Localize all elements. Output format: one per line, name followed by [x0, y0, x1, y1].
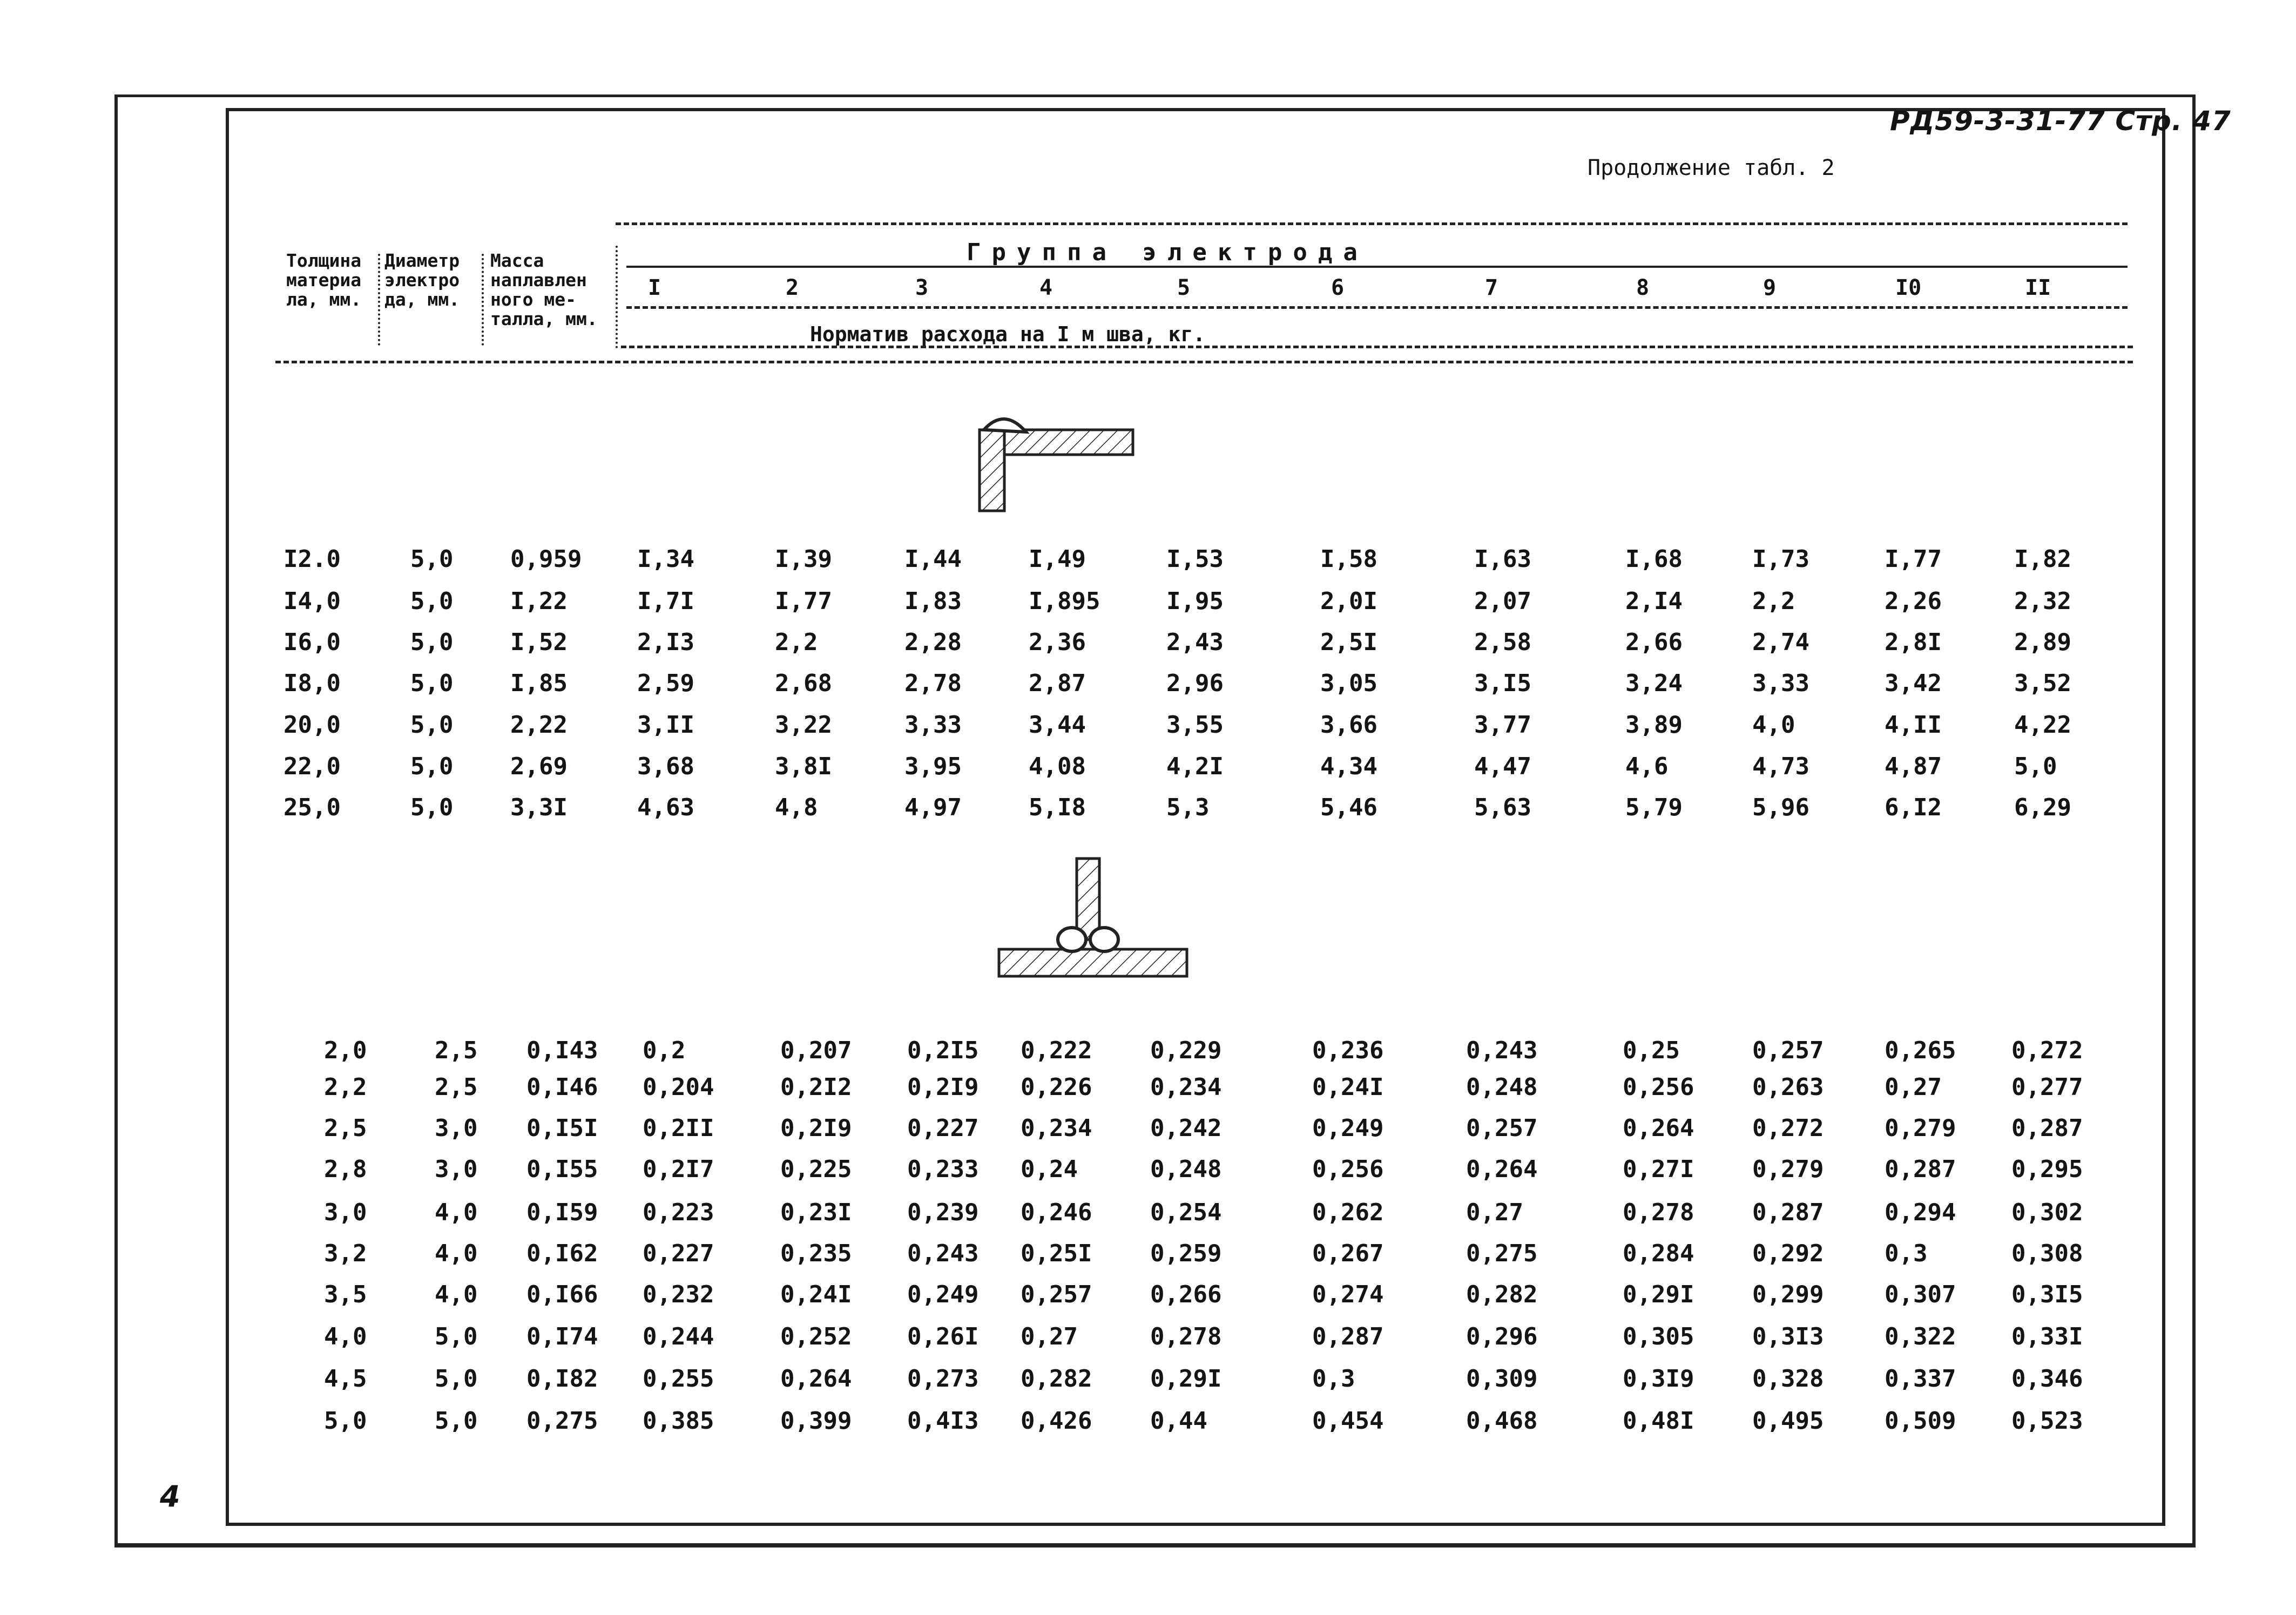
table-cell: 4,63 [637, 794, 694, 821]
table-cell: 5,0 [410, 794, 454, 821]
table-cell: 4,0 [435, 1240, 478, 1267]
group-column-10: I0 [1895, 275, 1922, 300]
table-cell: 3,66 [1320, 711, 1377, 739]
table-cell: 0,385 [643, 1407, 714, 1435]
table-cell: 5,0 [410, 629, 454, 656]
table-cell: 0,254 [1150, 1199, 1222, 1226]
table-cell: 2,74 [1752, 629, 1809, 656]
table-cell: 5,0 [435, 1407, 478, 1435]
table-cell: 0,287 [1312, 1323, 1384, 1350]
table-cell: 3,55 [1166, 711, 1224, 739]
table-cell: 3,8I [775, 753, 832, 780]
table-cell: I,77 [1885, 545, 1942, 573]
table-cell: 4,8 [775, 794, 818, 821]
table-cell: 0,2I7 [643, 1155, 714, 1183]
table-cell: 0,25I [1021, 1240, 1092, 1267]
header-rule-mid [626, 266, 2128, 268]
table-cell: 0,24I [780, 1281, 852, 1308]
table-cell: 22,0 [283, 753, 341, 780]
table-cell: 0,292 [1752, 1240, 1824, 1267]
table-cell: 2,5 [435, 1073, 478, 1101]
table-cell: 0,234 [1021, 1114, 1092, 1142]
table-cell: 0,279 [1885, 1114, 1956, 1142]
table-row [0, 1073, 2296, 1106]
table-cell: 5,0 [410, 711, 454, 739]
table-cell: 0,305 [1623, 1323, 1694, 1350]
table-cell: I4,0 [283, 587, 341, 615]
table-cell: 0,235 [780, 1240, 852, 1267]
table-cell: 0,239 [907, 1199, 979, 1226]
table-cell: 2,43 [1166, 629, 1224, 656]
table-cell: 0,I62 [526, 1240, 598, 1267]
group-column-2: 2 [786, 275, 799, 300]
table-cell: 2,0I [1320, 587, 1377, 615]
table-cell: 2,59 [637, 670, 694, 697]
table-cell: 0,272 [2011, 1037, 2083, 1064]
table-cell: 0,23I [780, 1199, 852, 1226]
table-cell: 0,249 [907, 1281, 979, 1308]
table-cell: 3,95 [904, 753, 962, 780]
table-row [0, 1407, 2296, 1440]
table-cell: 2,I3 [637, 629, 694, 656]
table-cell: 0,309 [1466, 1365, 1538, 1393]
table-cell: 5,63 [1474, 794, 1531, 821]
table-cell: 0,468 [1466, 1407, 1538, 1435]
table-cell: 0,2 [643, 1037, 686, 1064]
table-cell: 5,0 [435, 1365, 478, 1393]
table-cell: 0,279 [1752, 1155, 1824, 1183]
group-column-9: 9 [1763, 275, 1777, 300]
table-cell: 0,I66 [526, 1281, 598, 1308]
table-cell: 0,27 [1885, 1073, 1942, 1101]
table-cell: 6,29 [2014, 794, 2071, 821]
table-cell: 4,87 [1885, 753, 1942, 780]
table-cell: 2,26 [1885, 587, 1942, 615]
table-cell: 3,22 [775, 711, 832, 739]
table-cell: 3,42 [1885, 670, 1942, 697]
table-cell: 3,II [637, 711, 694, 739]
table-cell: 0,267 [1312, 1240, 1384, 1267]
table-cell: 0,284 [1623, 1240, 1694, 1267]
table-cell: 0,264 [1623, 1114, 1694, 1142]
table-cell: I2.0 [283, 545, 341, 573]
table-cell: 0,I59 [526, 1199, 598, 1226]
table-cell: I,49 [1029, 545, 1086, 573]
table-cell: 4,97 [904, 794, 962, 821]
table-cell: 0,252 [780, 1323, 852, 1350]
table-cell: 0,227 [907, 1114, 979, 1142]
table-cell: 0,I46 [526, 1073, 598, 1101]
table-cell: 4,73 [1752, 753, 1809, 780]
table-row [0, 1281, 2296, 1313]
table-cell: 0,262 [1312, 1199, 1384, 1226]
table-cell: 0,4I3 [907, 1407, 979, 1435]
table-cell: I,77 [775, 587, 832, 615]
table-cell: 5,0 [410, 587, 454, 615]
table-cell: 0,346 [2011, 1365, 2083, 1393]
table-cell: I,73 [1752, 545, 1809, 573]
header-rule-sub [626, 306, 2128, 309]
table-cell: 2,78 [904, 670, 962, 697]
table-cell: 2,58 [1474, 629, 1531, 656]
table-cell: I,52 [510, 629, 568, 656]
table-cell: 0,257 [1752, 1037, 1824, 1064]
table-cell: 0,294 [1885, 1199, 1956, 1226]
table-cell: 2,66 [1625, 629, 1683, 656]
table-cell: 0,255 [643, 1365, 714, 1393]
table-cell: 0,2I5 [907, 1037, 979, 1064]
table-cell: 0,207 [780, 1037, 852, 1064]
table-row [0, 1240, 2296, 1272]
table-cell: 0,3I3 [1752, 1323, 1824, 1350]
table-cell: 3,89 [1625, 711, 1683, 739]
table-cell: 0,959 [510, 545, 582, 573]
table-cell: 3,0 [324, 1199, 367, 1226]
table-row [0, 1365, 2296, 1397]
table-cell: 20,0 [283, 711, 341, 739]
table-cell: 2,89 [2014, 629, 2071, 656]
table-cell: 2,5 [324, 1114, 367, 1142]
table-row [0, 1037, 2296, 1069]
table-cell: 2,07 [1474, 587, 1531, 615]
table-cell: 2,0 [324, 1037, 367, 1064]
table-cell: 5,0 [410, 670, 454, 697]
table-cell: 5,I8 [1029, 794, 1086, 821]
table-cell: 0,2I9 [780, 1114, 852, 1142]
table-cell: 3,68 [637, 753, 694, 780]
table-cell: 0,3 [1312, 1365, 1355, 1393]
table-cell: 0,328 [1752, 1365, 1824, 1393]
header-divider-3 [616, 246, 618, 348]
table-cell: 0,242 [1150, 1114, 1222, 1142]
table-cell: 0,287 [1752, 1199, 1824, 1226]
group-column-1: I [648, 275, 661, 300]
table-cell: 0,495 [1752, 1407, 1824, 1435]
table-cell: 0,256 [1623, 1073, 1694, 1101]
table-cell: 4,0 [435, 1281, 478, 1308]
table-cell: 0,26I [907, 1323, 979, 1350]
table-cell: 0,308 [2011, 1240, 2083, 1267]
table-cell: 0,236 [1312, 1037, 1384, 1064]
table-cell: 5,96 [1752, 794, 1809, 821]
group-column-4: 4 [1039, 275, 1053, 300]
table-cell: 0,282 [1466, 1281, 1538, 1308]
table-cell: 3,44 [1029, 711, 1086, 739]
table-cell: 0,264 [780, 1365, 852, 1393]
table-cell: 0,287 [2011, 1114, 2083, 1142]
table-cell: 2,69 [510, 753, 568, 780]
table-cell: I,82 [2014, 545, 2071, 573]
header-divider-2 [482, 254, 484, 346]
table-cell: 0,33I [2011, 1323, 2083, 1350]
table-cell: 0,322 [1885, 1323, 1956, 1350]
table-cell: I,95 [1166, 587, 1224, 615]
header-mass: Масса наплавлен ного ме- талла, мм. [490, 250, 598, 329]
group-column-11: II [2025, 275, 2051, 300]
table-cell: 2,96 [1166, 670, 1224, 697]
table-cell: 0,295 [2011, 1155, 2083, 1183]
table-cell: I,83 [904, 587, 962, 615]
table-row [0, 1114, 2296, 1147]
table-cell: 0,246 [1021, 1199, 1092, 1226]
table-cell: 4,0 [435, 1199, 478, 1226]
table-cell: 0,243 [907, 1240, 979, 1267]
tee-weld-icon [988, 853, 1193, 983]
table-cell: 0,222 [1021, 1037, 1092, 1064]
table-cell: I,53 [1166, 545, 1224, 573]
table-cell: 0,275 [526, 1407, 598, 1435]
table-cell: 0,2II [643, 1114, 714, 1142]
table-cell: 0,249 [1312, 1114, 1384, 1142]
table-row [0, 629, 2296, 661]
table-cell: 3,0 [435, 1114, 478, 1142]
table-cell: I,34 [637, 545, 694, 573]
header-thickness: Толщина материа ла, мм. [286, 250, 362, 310]
page-number: 4 [160, 1479, 180, 1513]
table-cell: 2,87 [1029, 670, 1086, 697]
table-cell: 0,48I [1623, 1407, 1694, 1435]
table-cell: 5,0 [435, 1323, 478, 1350]
table-cell: 5,0 [324, 1407, 367, 1435]
table-cell: 0,307 [1885, 1281, 1956, 1308]
table-cell: 0,3I9 [1623, 1365, 1694, 1393]
table-cell: 0,264 [1466, 1155, 1538, 1183]
table-cell: 0,244 [643, 1323, 714, 1350]
table-cell: 0,278 [1150, 1323, 1222, 1350]
table-cell: 0,278 [1623, 1199, 1694, 1226]
table-cell: 4,0 [1752, 711, 1795, 739]
table-cell: 2,2 [775, 629, 818, 656]
table-cell: 2,5I [1320, 629, 1377, 656]
table-cell: 2,68 [775, 670, 832, 697]
table-cell: I,44 [904, 545, 962, 573]
table-cell: 5,3 [1166, 794, 1210, 821]
table-cell: 5,0 [2014, 753, 2057, 780]
table-cell: 4,08 [1029, 753, 1086, 780]
norm-label: Норматив расхода на I м шва, кг. [810, 322, 1206, 346]
table-row [0, 794, 2296, 826]
table-row [0, 670, 2296, 702]
table-cell: 3,33 [904, 711, 962, 739]
table-cell: 4,2I [1166, 753, 1224, 780]
table-cell: I,22 [510, 587, 568, 615]
table-cell: 0,I82 [526, 1365, 598, 1393]
table-cell: 0,2I9 [907, 1073, 979, 1101]
table-cell: I,895 [1029, 587, 1100, 615]
table-cell: 0,337 [1885, 1365, 1956, 1393]
corner-weld-icon [972, 410, 1145, 518]
table-cell: 2,22 [510, 711, 568, 739]
table-cell: 0,233 [907, 1155, 979, 1183]
table-cell: 0,229 [1150, 1037, 1222, 1064]
table-cell: 0,454 [1312, 1407, 1384, 1435]
table-cell: 2,5 [435, 1037, 478, 1064]
table-cell: 0,523 [2011, 1407, 2083, 1435]
table-cell: 0,3I5 [2011, 1281, 2083, 1308]
table-cell: 4,22 [2014, 711, 2071, 739]
table-cell: 0,265 [1885, 1037, 1956, 1064]
table-cell: 0,248 [1466, 1073, 1538, 1101]
table-cell: 5,46 [1320, 794, 1377, 821]
table-cell: 6,I2 [1885, 794, 1942, 821]
table-cell: 0,24I [1312, 1073, 1384, 1101]
table-cell: 0,277 [2011, 1073, 2083, 1101]
table-cell: 0,263 [1752, 1073, 1824, 1101]
table-cell: 0,27 [1466, 1199, 1523, 1226]
table-cell: 0,509 [1885, 1407, 1956, 1435]
table-cell: 3,77 [1474, 711, 1531, 739]
table-cell: 0,248 [1150, 1155, 1222, 1183]
table-cell: 4,34 [1320, 753, 1377, 780]
table-continuation-caption: Продолжение табл. 2 [1588, 156, 1835, 180]
group-column-7: 7 [1485, 275, 1498, 300]
table-cell: 0,296 [1466, 1323, 1538, 1350]
table-cell: 0,226 [1021, 1073, 1092, 1101]
table-cell: I,63 [1474, 545, 1531, 573]
table-row [0, 587, 2296, 620]
header-rule-top [616, 222, 2128, 225]
header-rule-bottom [275, 361, 2133, 363]
table-cell: 0,227 [643, 1240, 714, 1267]
table-cell: 3,33 [1752, 670, 1809, 697]
table-cell: 0,399 [780, 1407, 852, 1435]
table-cell: 3,2 [324, 1240, 367, 1267]
group-column-8: 8 [1636, 275, 1650, 300]
table-cell: 2,2 [324, 1073, 367, 1101]
table-cell: I,58 [1320, 545, 1377, 573]
table-cell: 3,52 [2014, 670, 2071, 697]
table-cell: 0,44 [1150, 1407, 1207, 1435]
table-cell: 5,0 [410, 753, 454, 780]
table-cell: 0,I43 [526, 1037, 598, 1064]
table-cell: 0,282 [1021, 1365, 1092, 1393]
table-cell: 2,2 [1752, 587, 1795, 615]
table-row [0, 753, 2296, 785]
table-cell: 2,8 [324, 1155, 367, 1183]
table-cell: 0,256 [1312, 1155, 1384, 1183]
table-cell: 4,6 [1625, 753, 1669, 780]
table-cell: 0,266 [1150, 1281, 1222, 1308]
table-cell: 0,274 [1312, 1281, 1384, 1308]
header-diameter: Диаметр электро да, мм. [384, 250, 460, 310]
table-cell: 0,257 [1021, 1281, 1092, 1308]
table-row [0, 1199, 2296, 1231]
table-cell: 0,29I [1623, 1281, 1694, 1308]
table-cell: 0,232 [643, 1281, 714, 1308]
table-cell: 0,272 [1752, 1114, 1824, 1142]
table-cell: 4,II [1885, 711, 1942, 739]
table-cell: 4,0 [324, 1323, 367, 1350]
table-cell: 2,32 [2014, 587, 2071, 615]
table-cell: 0,302 [2011, 1199, 2083, 1226]
table-cell: 5,79 [1625, 794, 1683, 821]
table-cell: 3,I5 [1474, 670, 1531, 697]
table-cell: 0,257 [1466, 1114, 1538, 1142]
electrode-group-title: Группа электрода [967, 239, 1368, 266]
table-cell: 3,05 [1320, 670, 1377, 697]
table-cell: I,7I [637, 587, 694, 615]
table-cell: 0,24 [1021, 1155, 1078, 1183]
table-cell: 0,27I [1623, 1155, 1694, 1183]
table-cell: I,68 [1625, 545, 1683, 573]
table-cell: 0,2I2 [780, 1073, 852, 1101]
table-cell: 0,287 [1885, 1155, 1956, 1183]
group-column-6: 6 [1331, 275, 1345, 300]
table-cell: 0,204 [643, 1073, 714, 1101]
table-row [0, 545, 2296, 578]
table-cell: 0,426 [1021, 1407, 1092, 1435]
table-cell: I,85 [510, 670, 568, 697]
table-cell: 5,0 [410, 545, 454, 573]
table-cell: 25,0 [283, 794, 341, 821]
document-code-stamp: РД59-3-31-77 Стр. 47 [1890, 105, 2231, 137]
table-cell: 0,I5I [526, 1114, 598, 1142]
table-cell: 0,273 [907, 1365, 979, 1393]
table-cell: 2,28 [904, 629, 962, 656]
table-cell: 2,36 [1029, 629, 1086, 656]
group-column-3: 3 [915, 275, 929, 300]
table-cell: 0,259 [1150, 1240, 1222, 1267]
table-cell: 0,I55 [526, 1155, 598, 1183]
table-cell: 0,243 [1466, 1037, 1538, 1064]
table-row [0, 711, 2296, 744]
table-cell: I6,0 [283, 629, 341, 656]
group-column-5: 5 [1177, 275, 1191, 300]
table-cell: 4,5 [324, 1365, 367, 1393]
table-cell: 0,223 [643, 1199, 714, 1226]
table-cell: 0,299 [1752, 1281, 1824, 1308]
table-cell: 3,0 [435, 1155, 478, 1183]
table-cell: 0,27 [1021, 1323, 1078, 1350]
table-cell: 2,I4 [1625, 587, 1683, 615]
table-cell: 0,25 [1623, 1037, 1680, 1064]
table-cell: 4,47 [1474, 753, 1531, 780]
table-cell: I8,0 [283, 670, 341, 697]
table-cell: 0,3 [1885, 1240, 1928, 1267]
table-cell: 0,275 [1466, 1240, 1538, 1267]
table-cell: 3,3I [510, 794, 568, 821]
table-cell: 3,5 [324, 1281, 367, 1308]
table-cell: 2,8I [1885, 629, 1942, 656]
table-cell: 0,234 [1150, 1073, 1222, 1101]
table-cell: 0,I74 [526, 1323, 598, 1350]
table-cell: 3,24 [1625, 670, 1683, 697]
table-cell: 0,29I [1150, 1365, 1222, 1393]
table-cell: 0,225 [780, 1155, 852, 1183]
table-cell: I,39 [775, 545, 832, 573]
table-row [0, 1323, 2296, 1355]
table-row [0, 1155, 2296, 1188]
